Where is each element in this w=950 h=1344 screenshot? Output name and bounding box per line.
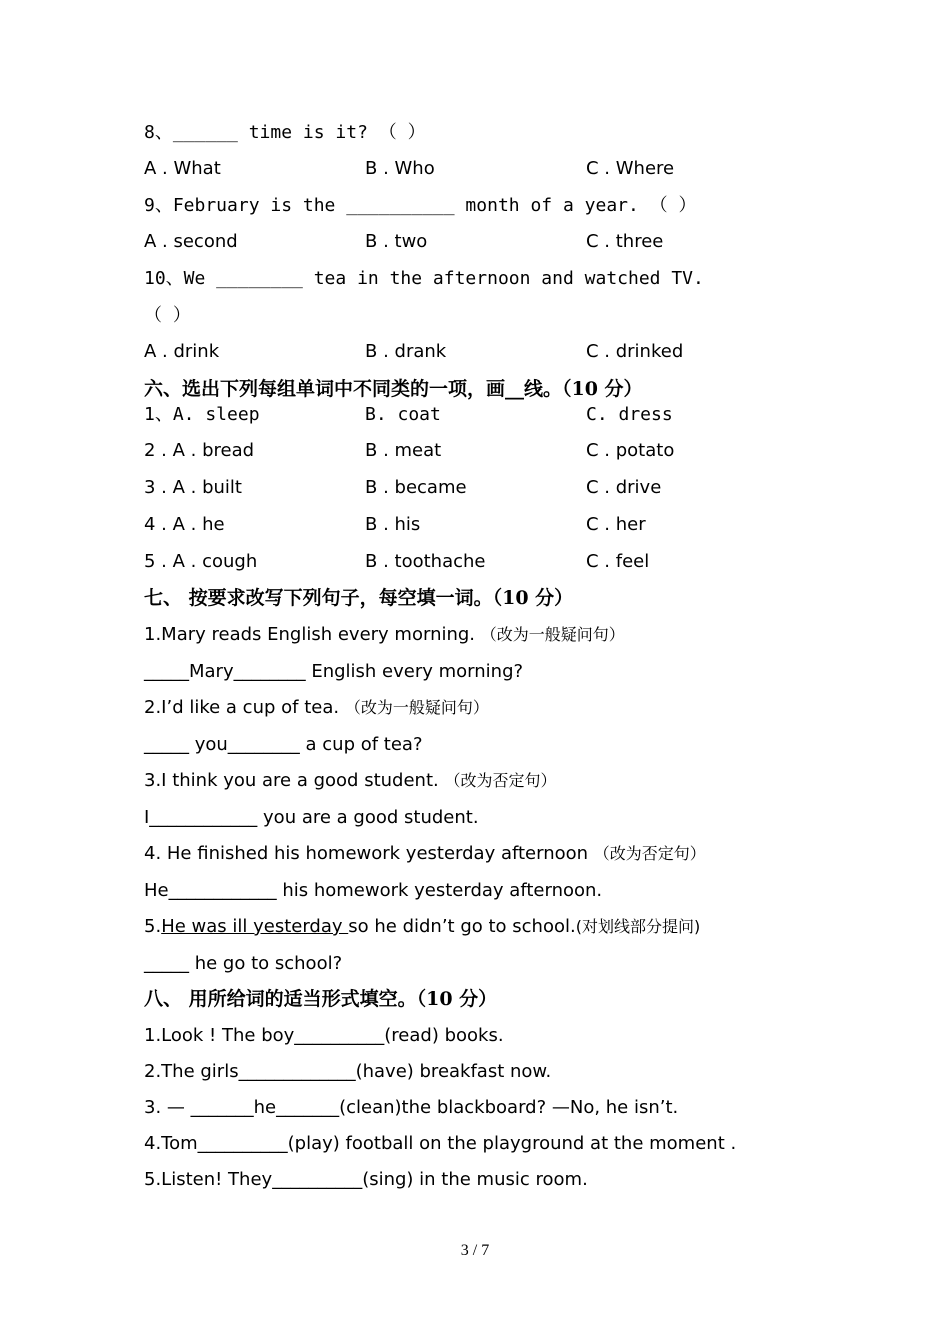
section7-answer-line: _____ you________ a cup of tea? xyxy=(144,734,423,755)
question-text: 2.I’d like a cup of tea. xyxy=(144,697,340,718)
section7-question xyxy=(144,842,706,866)
row-option-b: B. coat xyxy=(365,404,441,425)
section6-heading: 六、选出下列每组单词中不同类的一项，画__线。（10 分） xyxy=(144,378,643,400)
question-number: 5. xyxy=(144,916,162,937)
q9-option-b: B . two xyxy=(365,231,428,252)
instruction-note: (对划线部分提问) xyxy=(575,917,701,936)
q9-options xyxy=(144,230,664,254)
question-text: 1.Mary reads English every morning. xyxy=(144,624,476,645)
q10-option-b: B . drank xyxy=(365,341,447,362)
q8-options xyxy=(144,157,675,181)
section7-answer-line: _____ he go to school? xyxy=(144,953,343,974)
instruction-note: （改为一般疑问句） xyxy=(480,625,625,644)
section7-question xyxy=(144,696,489,720)
section8-item: 4.Tom__________(play) football on the playground at the moment . xyxy=(144,1133,737,1154)
row-option-b: B . his xyxy=(365,514,421,535)
row-option-c: C . potato xyxy=(586,440,675,461)
instruction-note: （改为一般疑问句） xyxy=(344,698,489,717)
section7-question xyxy=(144,915,700,939)
row-option-c: C. dress xyxy=(586,404,673,425)
section8-item: 1.Look ! The boy__________(read) books. xyxy=(144,1025,504,1046)
row-option-c: C . feel xyxy=(586,551,650,572)
section7-heading: 七、 按要求改写下列句子，每空填一词。（10 分） xyxy=(144,587,574,609)
section6-row xyxy=(144,550,650,574)
q9-option-c: C . three xyxy=(586,231,664,252)
row-option-a: 3 . A . built xyxy=(144,477,242,498)
row-option-b: B . toothache xyxy=(365,551,486,572)
section8-heading: 八、 用所给词的适当形式填空。（10 分） xyxy=(144,988,498,1010)
question-text: 3.I think you are a good student. xyxy=(144,770,439,791)
section6-row xyxy=(144,403,673,427)
q10-stem: 10、We ________ tea in the afternoon and watched TV. xyxy=(144,268,704,289)
section7-question xyxy=(144,769,556,793)
section7-question xyxy=(144,623,625,647)
question-text: 4. He finished his homework yesterday afternoon xyxy=(144,843,589,864)
q8-option-c: C . Where xyxy=(586,158,675,179)
section7-answer-line: _____Mary________ English every morning? xyxy=(144,661,524,682)
question-text: so he didn’t go to school. xyxy=(348,916,576,937)
page-number: 3 / 7 xyxy=(460,1242,490,1259)
underlined-phrase: He was ill yesterday xyxy=(161,916,349,937)
section6-row xyxy=(144,439,675,463)
row-option-b: B . meat xyxy=(365,440,442,461)
q10-option-a: A . drink xyxy=(144,341,220,362)
row-option-a: 5 . A . cough xyxy=(144,551,258,572)
section7-answer-line: He____________ his homework yesterday afternoon. xyxy=(144,880,603,901)
row-option-a: 4 . A . he xyxy=(144,514,225,535)
q9-stem: 9、February is the __________ month of a year. （ ） xyxy=(144,195,697,216)
q8-option-b: B . Who xyxy=(365,158,435,179)
q8-stem: 8、______ time is it? （ ） xyxy=(144,122,426,143)
row-option-b: B . became xyxy=(365,477,467,498)
instruction-note: （改为否定句） xyxy=(593,844,706,863)
section7-answer-line: I____________ you are a good student. xyxy=(144,807,479,828)
section6-row xyxy=(144,476,662,500)
q10-option-c: C . drinked xyxy=(586,341,684,362)
section8-item: 3. — _______he_______(clean)the blackboard? —No, he isn’t. xyxy=(144,1097,679,1118)
section6-row xyxy=(144,513,646,537)
instruction-note: （改为否定句） xyxy=(444,771,557,790)
row-option-a: 2 . A . bread xyxy=(144,440,255,461)
q10-options xyxy=(144,340,684,364)
row-option-c: C . drive xyxy=(586,477,662,498)
section8-item: 5.Listen! They__________(sing) in the music room. xyxy=(144,1169,588,1190)
q10-paren: （ ） xyxy=(144,305,191,326)
q8-option-a: A . What xyxy=(144,158,221,179)
row-option-a: 1、A. sleep xyxy=(144,404,260,425)
q9-option-a: A . second xyxy=(144,231,238,252)
section8-item: 2.The girls_____________(have) breakfast now. xyxy=(144,1061,552,1082)
row-option-c: C . her xyxy=(586,514,646,535)
